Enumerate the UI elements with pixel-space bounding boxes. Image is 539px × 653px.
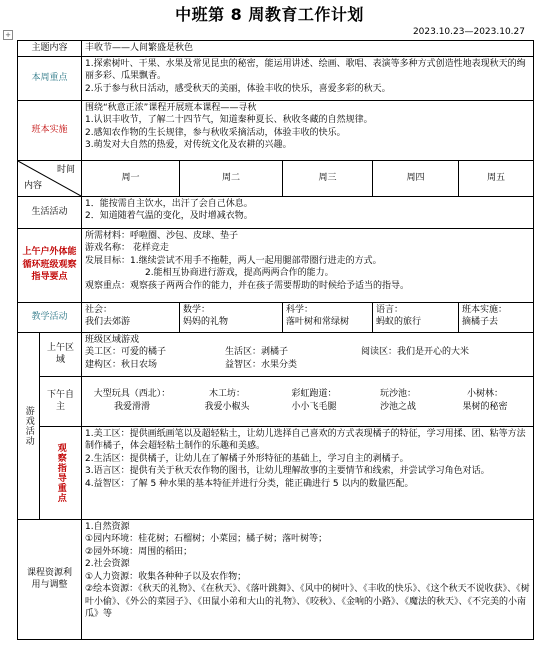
outdoor-material: 所需材料：呼啦圈、沙包、皮球、垫子 xyxy=(85,230,239,241)
theme-value: 丰收节——人间繁盛是秋色 xyxy=(82,41,534,57)
game-pm-act: 我爱滑滑 xyxy=(114,401,151,412)
game-observe-line: 2.生活区：提供橘子，让幼儿在了解橘子外形特征的基础上，学习自主的剥橘子。 xyxy=(85,453,409,464)
outdoor-label: 上午户外体能循环班级观察指导要点 xyxy=(18,228,82,302)
header-time: 时间 xyxy=(57,164,76,175)
class-impl-content xyxy=(82,100,534,160)
teaching-item xyxy=(373,302,459,332)
resources-row xyxy=(18,519,534,639)
class-impl-line: 1.认识丰收节，了解二十四节气，知道秦种夏长、秋收冬藏的自然规律。 xyxy=(85,115,373,125)
teaching-subject: 科学： xyxy=(286,304,314,315)
focus-row xyxy=(18,56,534,100)
game-pm-act: 小小飞毛腿 xyxy=(291,401,337,412)
day-thursday: 周四 xyxy=(373,160,459,196)
outdoor-observe: 观察重点：观察孩子两两合作的能力，并在孩子需要帮助的时候给予适当的指导。 xyxy=(85,280,410,291)
game-observe-line: 4.益智区：了解 5 种水果的基本特征并进行分类，能正确进行 5 以内的数量匹配。 xyxy=(85,478,414,489)
teaching-subject: 语言： xyxy=(376,304,404,315)
outdoor-row xyxy=(18,228,534,302)
date-range: 2023.10.23—2023.10.27 xyxy=(412,27,525,37)
teaching-label: 教学活动 xyxy=(18,302,82,332)
teaching-item xyxy=(459,302,534,332)
game-pm-name: 小树林： xyxy=(467,389,504,399)
game-am-line-1 xyxy=(85,346,530,359)
game-area-build: 建构区：秋日农场 xyxy=(85,359,158,370)
game-label-text: 游戏活动 xyxy=(23,405,34,446)
game-pm-item xyxy=(82,388,182,413)
teaching-item xyxy=(82,302,180,332)
teaching-name: 妈妈的礼物 xyxy=(183,317,229,327)
game-pm-name: 彩虹跑道： xyxy=(291,389,337,399)
game-pm-row xyxy=(18,376,534,426)
game-observe-line: 3.语言区：提供有关于秋天农作物的图书，让幼儿理解故事的主要情节和线索，并尝试学习角色对话。 xyxy=(85,466,490,476)
life-label: 生活活动 xyxy=(18,196,82,228)
game-pm-act: 沙池之战 xyxy=(380,401,417,412)
game-am-content xyxy=(82,332,534,376)
teaching-item xyxy=(283,302,373,332)
resources-label: 课程资源利用与调整 xyxy=(18,519,82,639)
life-line: 2．知道随着气温的变化，及时增减衣物。 xyxy=(85,211,253,221)
focus-line: 2.乐于参与秋日活动，感受秋天的美丽，体验丰收的快乐，喜爱多彩的秋天。 xyxy=(85,83,391,94)
teaching-name: 蚂蚁的旅行 xyxy=(376,317,422,327)
life-row xyxy=(18,196,534,228)
page-title: 中班第 8 周教育工作计划 xyxy=(175,5,364,24)
teaching-subject: 数学： xyxy=(183,304,211,315)
game-observe-line: 1.美工区：提供画纸画笔以及超轻粘土，让幼儿选择自己喜欢的方式表现橘子的特征，学习用揉、团、粘等方法制作橘子，体会超轻粘土制作的乐趣和美感。 xyxy=(85,428,526,451)
game-pm-items xyxy=(82,377,533,425)
game-observe-label xyxy=(40,426,82,519)
theme-row xyxy=(18,41,534,57)
teaching-row xyxy=(18,302,534,332)
game-area-life: 生活区：剥橘子 xyxy=(225,347,289,357)
class-impl-line: 3.萌发对大自然的热爱，对传统文化及农耕的兴趣。 xyxy=(85,140,292,150)
resources-line: 1.自然资源 xyxy=(85,521,130,532)
theme-label: 主题内容 xyxy=(18,41,82,57)
game-am-label: 上午区域 xyxy=(40,332,82,376)
table-move-handle-icon[interactable]: + xyxy=(3,30,13,40)
focus-label: 本周重点 xyxy=(18,56,82,100)
game-pm-label: 下午自主 xyxy=(40,376,82,426)
game-pm-act: 果树的秘密 xyxy=(462,401,508,412)
game-pm-item xyxy=(182,388,272,413)
resources-line: ①人力资源：收集各种种子以及农作物； xyxy=(85,571,247,582)
game-am-title: 班级区域游戏 xyxy=(85,334,140,345)
plan-table xyxy=(17,40,534,640)
game-am-line-2 xyxy=(85,359,530,372)
day-wednesday: 周三 xyxy=(283,160,373,196)
day-monday: 周一 xyxy=(82,160,180,196)
teaching-name: 摘橘子去 xyxy=(462,317,499,327)
game-pm-item xyxy=(356,388,440,413)
header-content: 内容 xyxy=(24,181,43,191)
game-pm-name: 玩沙池： xyxy=(380,389,417,399)
teaching-subject: 班本实施： xyxy=(462,304,508,315)
teaching-item xyxy=(180,302,283,332)
class-impl-row xyxy=(18,100,534,160)
game-pm-name: 大型玩具（西北）： xyxy=(93,389,171,399)
teaching-name: 落叶树和常绿树 xyxy=(286,317,350,327)
outdoor-content xyxy=(82,228,534,302)
teaching-name: 我们去郊游 xyxy=(85,317,131,327)
weekday-header-row xyxy=(18,160,534,196)
resources-content xyxy=(82,519,534,639)
game-observe-content xyxy=(82,426,534,519)
resources-line: ①园内环境：桂花树；石榴树；小菜园；橘子树；落叶树等； xyxy=(85,534,328,544)
game-pm-item xyxy=(440,388,530,413)
game-am-row xyxy=(18,332,534,376)
focus-line: 1.探索树叶、干果、水果及常见昆虫的秘密，能运用讲述、绘画、歌唱、表演等多种方式创造性地表现秋天的绚丽多彩、瓜果飘香。 xyxy=(85,58,526,81)
resources-line: ②园外环境：周围的稻田； xyxy=(85,546,193,557)
outdoor-goal-2: 2.能相互协商进行游戏，提高两两合作的能力。 xyxy=(145,268,334,278)
life-line: 1．能按需自主饮水，出汗了会自己休息。 xyxy=(85,198,253,209)
game-pm-act: 我爱小椒头 xyxy=(204,401,250,412)
game-pm-name: 木工坊： xyxy=(209,389,246,399)
class-impl-label: 班本实施 xyxy=(18,100,82,160)
outdoor-goal-1: 发展目标：1.继续尝试不用手不拖鞋，两人一起用腿部带圈行进走的方式。 xyxy=(85,255,382,266)
game-pm-item xyxy=(272,388,356,413)
focus-content xyxy=(82,56,534,100)
game-observe-row xyxy=(18,426,534,519)
game-observe-label-text: 观察指导重点 xyxy=(55,442,66,503)
life-content xyxy=(82,196,534,228)
day-tuesday: 周二 xyxy=(180,160,283,196)
outdoor-game: 游戏名称： 花样竞走 xyxy=(85,243,169,253)
game-label xyxy=(18,332,40,519)
day-friday: 周五 xyxy=(459,160,534,196)
game-area-read: 阅读区：我们是开心的大米 xyxy=(361,347,470,357)
diagonal-header-cell xyxy=(18,160,82,196)
resources-line: ②绘本资源：《秋天的礼物》、《在秋天》、《落叶跳舞》、《风中的树叶》、《丰收的快乐》、《这个秋天不说收获》、《树叶小偷》、《外公的菜园子》、《田鼠小弟和大山的礼物》、《咬秋》、《金响的小路》、《魔法的秋天》、《不完美的小南瓜》等 xyxy=(85,584,530,619)
game-area-art: 美工区：可爱的橘子 xyxy=(85,347,167,357)
class-impl-line: 2.感知农作物的生长规律，参与秋收采摘活动，体验丰收的快乐。 xyxy=(85,127,346,138)
teaching-subject: 社会： xyxy=(85,304,113,315)
resources-line: 2.社会资源 xyxy=(85,559,130,569)
game-pm-content xyxy=(82,376,534,426)
class-impl-line: 围绕“秋意正浓”课程开展班本课程——寻秋 xyxy=(85,102,257,113)
game-area-brain: 益智区：水果分类 xyxy=(225,359,298,370)
